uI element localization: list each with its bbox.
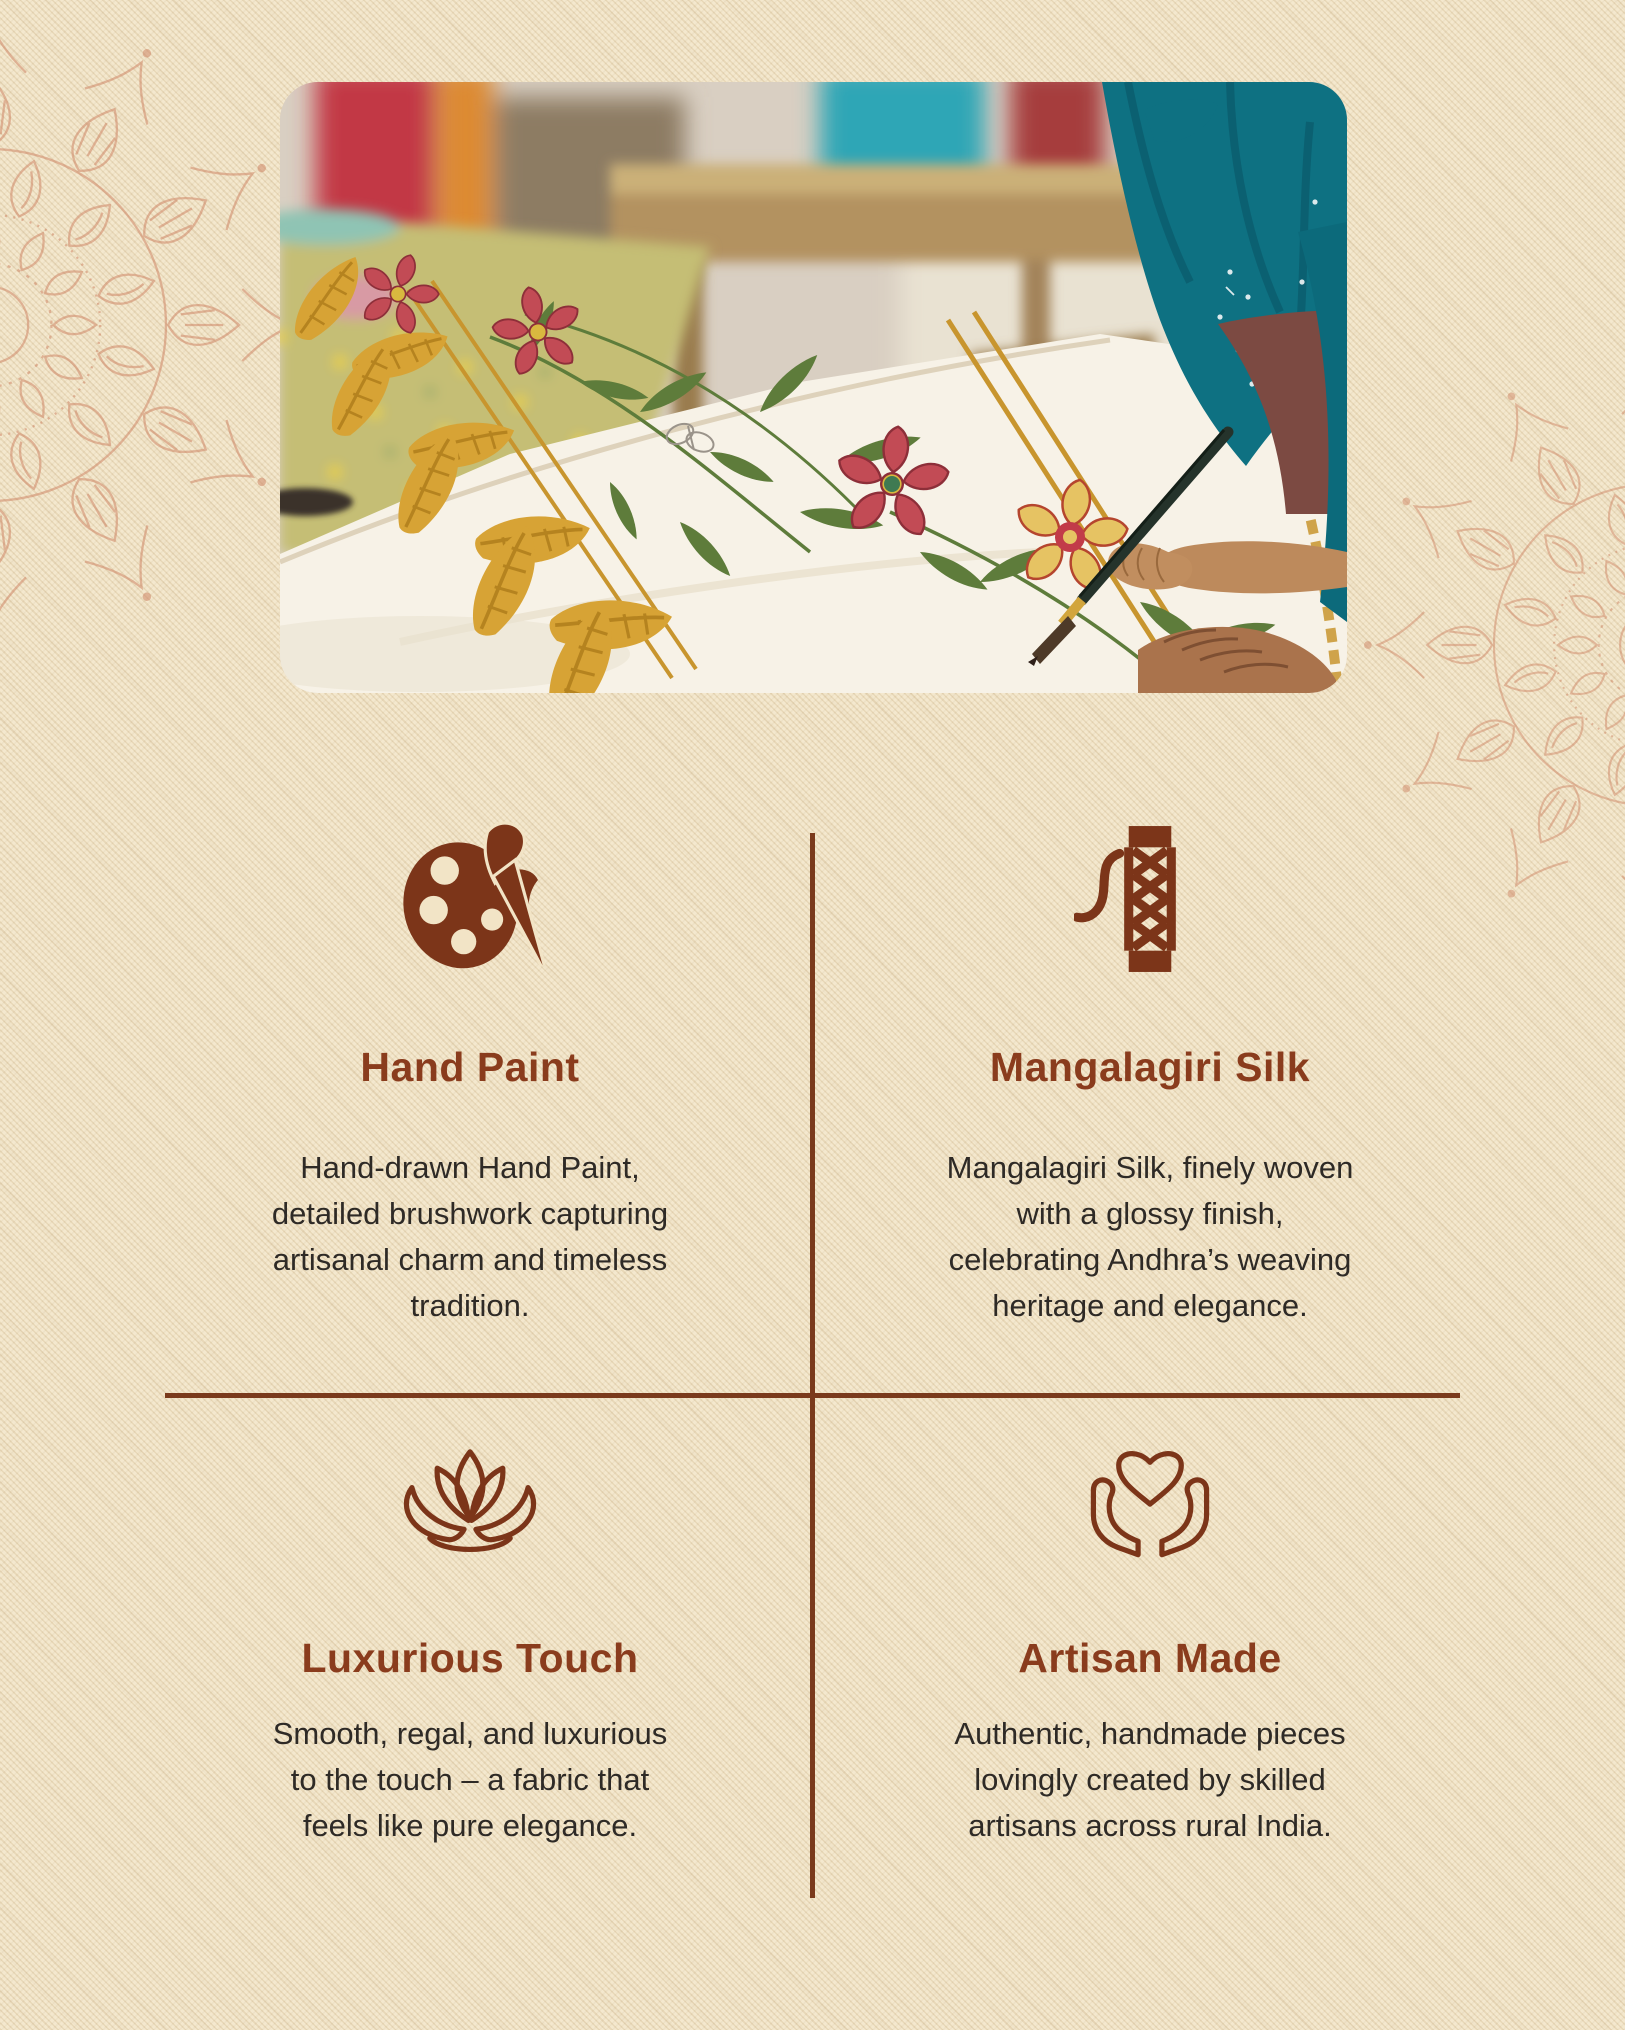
top-left-mandala [0, 7, 308, 643]
paint-palette-icon [391, 820, 549, 978]
feature-title: Luxurious Touch [301, 1635, 639, 1681]
thread-spool-icon [1074, 820, 1226, 978]
feature-description: Smooth, regal, and luxurious to the touch – a fabric that feels like pure elegance. [272, 1716, 668, 1843]
feature-card-luxurious-touch [150, 1437, 790, 1849]
feature-card-hand-paint [150, 820, 790, 1329]
feature-description: Mangalagiri Silk, finely woven with a glossy finish, celebrating Andhra’s weaving heritage and elegance. [946, 1150, 1354, 1323]
feature-description: Hand-drawn Hand Paint, detailed brushwork capturing artisanal charm and timeless tradition. [271, 1150, 669, 1323]
feature-title: Mangalagiri Silk [989, 1044, 1311, 1090]
feature-description: Authentic, handmade pieces lovingly created by skilled artisans across rural India. [954, 1716, 1346, 1843]
hero-photo [280, 82, 1347, 693]
horizontal-divider [165, 1393, 1460, 1398]
feature-title: Hand Paint [360, 1044, 580, 1090]
hands-heart-icon [1075, 1437, 1225, 1577]
feature-title: Artisan Made [1018, 1635, 1282, 1681]
feature-card-mangalagiri-silk [830, 820, 1470, 1329]
vertical-divider [810, 833, 815, 1898]
lotus-icon [395, 1437, 545, 1577]
feature-card-artisan-made [830, 1437, 1470, 1849]
